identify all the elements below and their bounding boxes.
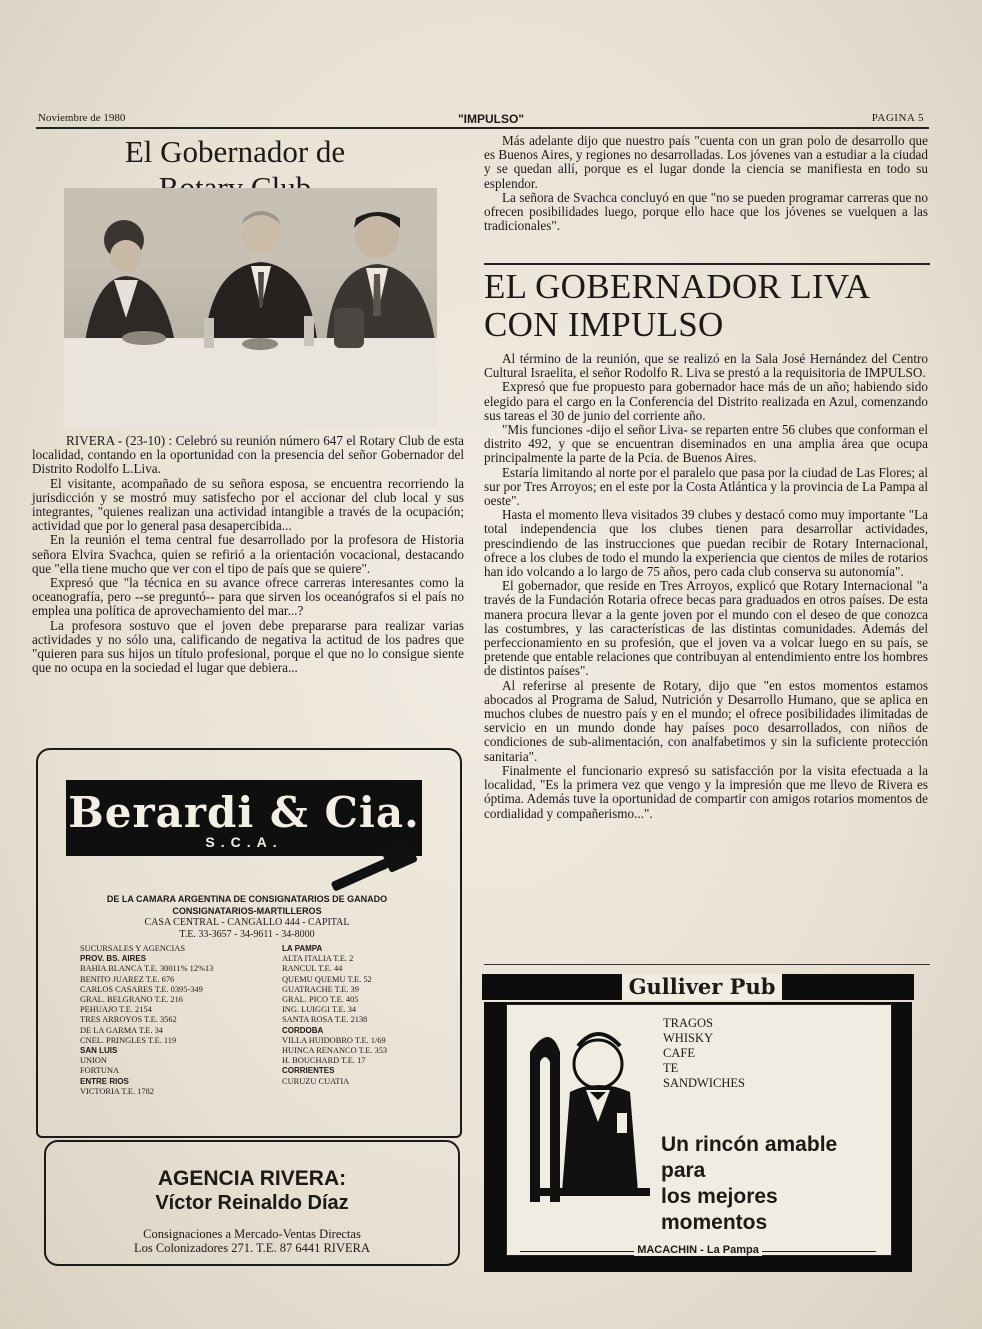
slogan-line: momentos bbox=[661, 1211, 768, 1234]
page-number: PAGINA 5 bbox=[871, 112, 924, 124]
left-paragraph: La profesora sostuvo que el joven debe prepararse para realizar varias actividades y no sólo una, calificando de negativa la actitud de los padres que "quieren para sus hijos un título profesional, porque el que no lo consigue siente que no ocupa en la sociedad el lugar que debiera... bbox=[32, 617, 464, 676]
branch-region: ENTRE RIOS bbox=[80, 1076, 129, 1086]
header-rule bbox=[36, 127, 929, 129]
gulliver-location: MACACHIN - La Pampa bbox=[634, 1244, 762, 1256]
menu-item: TE bbox=[663, 1061, 679, 1075]
branch-entry: RANCUL T.E. 44 bbox=[282, 964, 343, 974]
branch-entry: H. BOUCHARD T.E. 17 bbox=[282, 1056, 366, 1066]
branch-entry: VICTORIA T.E. 1782 bbox=[80, 1086, 154, 1096]
right-paragraph: El gobernador, que reside en Tres Arroyos, explicó que Rotary Internacional "a través de la Fundación Rotaria ofrece becas para graduados en otros países. De esta manera procura llevar a la gente joven por el mundo con el deseo de que conozca las costumbres, y las características de las distintas comunidades. Además del perfeccionamiento en su profesión, que el joven va a volcar luego en su país, se pretende que entable relaciones que contribuyan al entendimiento entre los hombres de distintos países". bbox=[484, 578, 928, 679]
branch-entry: SUCURSALES Y AGENCIAS bbox=[80, 944, 186, 953]
left-paragraph: El visitante, acompañado de su señora esposa, se encuentra recorriendo la jurisdicción y se mostró muy satisfecho por el accionar del club local y sus integrantes, "quienes realizan una actividad intangible a través de la ocupación; actividad que por lo general pasa desapercibida... bbox=[32, 475, 464, 534]
branch-entry: SANTA ROSA T.E. 2138 bbox=[282, 1015, 368, 1025]
branch-region: CORRIENTES bbox=[282, 1066, 335, 1076]
section-rule bbox=[484, 964, 930, 965]
berardi-line: DE LA CAMARA ARGENTINA DE CONSIGNATARIOS DE GANADO bbox=[106, 894, 388, 904]
publication-name: "IMPULSO" bbox=[457, 112, 525, 126]
left-paragraph: Expresó que "la técnica en su avance ofrece carreras interesantes como la oceanografía, pero --se preguntó-- para que sirven los oceanógrafos si el país no emplea una política de aprovechamiento del mar...? bbox=[32, 575, 464, 619]
right-paragraph: Más adelante dijo que nuestro país "cuenta con un gran polo de desarrollo que es Buenos Aires, y regiones no desarrolladas. Los jóvenes van a estudiar a la ciudad y se quedan allí, porque es el lugar donde la ciencia se manifiesta en todo su esplendor. bbox=[484, 133, 928, 191]
right-paragraph: Al término de la reunión, que se realizó en la Sala José Hernández del Centro Cultural Israelita, el señor Rodolfo R. Liva se prestó a la requisitoria de IMPULSO. bbox=[484, 351, 928, 381]
slogan-line: Un rincón amable bbox=[661, 1133, 838, 1156]
berardi-line: CASA CENTRAL - CANGALLO 444 - CAPITAL bbox=[144, 917, 350, 928]
left-paragraph: RIVERA - (23-10) : Celebró su reunión número 647 el Rotary Club de esta localidad, contando en la oportunidad con la presencia del señor Gobernador del Distrito Rodolfo L.Liva. bbox=[32, 433, 464, 477]
branch-entry: HUINCA RENANCO T.E. 353 bbox=[282, 1046, 388, 1056]
right-paragraph: "Mis funciones -dijo el señor Liva- se reparten entre 56 clubes que conforman el distrito 492, y que se encuentran diseminados en una amplia área que ocupa principalmente la parte de la Pcia. de Buenos Aires. bbox=[484, 422, 928, 466]
branches-left bbox=[80, 944, 270, 1097]
gulliver-footer bbox=[506, 1244, 890, 1256]
meeting-photo-graphic bbox=[64, 188, 437, 428]
berardi-info bbox=[36, 893, 458, 941]
branch-entry: BAHIA BLANCA T.E. 30011% 12%13 bbox=[80, 964, 214, 974]
berardi-line: T.E. 33-3657 - 34-9611 - 34-8000 bbox=[179, 929, 315, 940]
waiter-illustration bbox=[520, 1012, 660, 1212]
menu-item: TRAGOS bbox=[663, 1016, 714, 1030]
branch-entry: VILLA HUIDOBRO T.E. 1/69 bbox=[282, 1035, 386, 1045]
section-rule bbox=[484, 263, 930, 265]
agencia-line: Consignaciones a Mercado-Ventas Directas bbox=[143, 1227, 361, 1241]
agencia-ad bbox=[44, 1140, 460, 1266]
gulliver-menu bbox=[663, 1016, 745, 1091]
branch-entry: QUEMU QUEMU T.E. 52 bbox=[282, 974, 372, 984]
branch-entry: FORTUNA bbox=[80, 1066, 120, 1076]
menu-item: WHISKY bbox=[663, 1031, 713, 1045]
menu-item: SANDWICHES bbox=[663, 1076, 745, 1090]
branch-entry: CNEL. PRINGLES T.E. 119 bbox=[80, 1035, 177, 1045]
branch-region: CORDOBA bbox=[282, 1025, 324, 1035]
right-article-body bbox=[484, 352, 928, 821]
berardi-subtitle: S.C.A. bbox=[205, 834, 283, 850]
branch-entry: GUATRACHE T.E. 39 bbox=[282, 984, 359, 994]
branch-entry: CURUZU CUATIA bbox=[282, 1076, 350, 1086]
right-paragraph: Al referirse al presente de Rotary, dijo que "en estos momentos estamos abocados al Programa de Salud, Nutrición y Desarrollo Humano, que se aplica en muchos clubes de nuestro país y en el mundo; el ofrece posibilidades ilimitadas de servicio en un mundo donde hay países poco desarrollados, con niños de condiciones de sub-alimentación, con analfabetimos y sin la suficiente protección sanitaria". bbox=[484, 677, 928, 764]
right-article-title bbox=[484, 268, 930, 344]
branch-entry: TRES ARROYOS T.E. 3562 bbox=[80, 1015, 177, 1025]
branch-entry: ALTA ITALIA T.E. 2 bbox=[282, 954, 354, 964]
branch-entry: GRAL. BELGRANO T.E. 216 bbox=[80, 995, 183, 1005]
berardi-name: Berardi & Cia. bbox=[68, 788, 420, 837]
right-paragraph: Expresó que fue propuesto para gobernador hace más de un año; habiendo sido elegido para el cargo en la Conferencia del Distrito realizada en Azul, comenzando sus tareas el 30 de junio del corriente año. bbox=[484, 379, 928, 423]
branch-entry: CARLOS CASARES T.E. 0395-349 bbox=[80, 984, 203, 994]
slogan-line: los mejores bbox=[661, 1185, 778, 1208]
right-paragraph: Hasta el momento lleva visitados 39 clubes y destacó como muy importante "La total independencia que los clubes tienen para desarrollar actividades, prescindiendo de las instrucciones que puedan recibir de Rotary Internacional, ofrece a los clubes de todo el mundo la experiencia que cientos de miles de rotarios han ido volcando a lo largo de 75 años, pero cada club conserva su autonomía". bbox=[484, 507, 928, 580]
agencia-title: AGENCIA RIVERA: bbox=[157, 1167, 347, 1190]
menu-item: CAFE bbox=[663, 1046, 695, 1060]
right-paragraph: Estaría limitando al norte por el paralelo que pasa por la ciudad de Las Flores; al sur por Tres Arroyos; en el este por la Costa Atlántica y la provincia de La Pampa al oeste". bbox=[484, 464, 928, 509]
branch-entry: UNION bbox=[80, 1056, 107, 1066]
branch-region: PROV. BS. AIRES bbox=[80, 954, 147, 964]
branch-entry: PEHUAJO T.E. 2154 bbox=[80, 1005, 152, 1015]
gavel-icon bbox=[326, 832, 426, 892]
branch-entry: DE LA GARMA T.E. 34 bbox=[80, 1025, 163, 1035]
branches-right bbox=[282, 944, 462, 1087]
left-title-line-1: El Gobernador de bbox=[124, 134, 346, 169]
slogan-line: para bbox=[661, 1159, 706, 1182]
branch-entry: GRAL. PICO T.E. 405 bbox=[282, 995, 359, 1005]
branch-entry: BENITO JUAREZ T.E. 676 bbox=[80, 974, 175, 984]
agencia-name: Víctor Reinaldo Díaz bbox=[155, 1192, 349, 1214]
gulliver-name: Gulliver Pub bbox=[622, 974, 782, 1000]
continued-text bbox=[484, 134, 928, 233]
left-paragraph: En la reunión el tema central fue desarrollado por la profesora de Historia señora Elvira Svachca, quien se refirió a la orientación vocacional, destacando que "ella tiene mucho que ver con el tipo de país que se quiere". bbox=[32, 532, 464, 576]
right-paragraph: La señora de Svachca concluyó en que "no se pueden programar carreras que no ofrecen posibilidades luego, porque ello hace que los jóvenes se vuelquen a las tradicionales". bbox=[484, 189, 928, 234]
berardi-line: CONSIGNATARIOS-MARTILLEROS bbox=[172, 906, 322, 916]
branch-region: SAN LUIS bbox=[80, 1046, 118, 1056]
branch-region: LA PAMPA bbox=[282, 944, 323, 953]
left-article-body bbox=[32, 434, 464, 675]
issue-date: Noviembre de 1980 bbox=[38, 112, 126, 124]
right-title-line-1: EL GOBERNADOR LIVA bbox=[484, 267, 871, 306]
right-title-line-2: CON IMPULSO bbox=[484, 305, 724, 344]
meeting-photo bbox=[64, 188, 437, 428]
agencia-line: Los Colonizadores 271. T.E. 87 6441 RIVERA bbox=[134, 1241, 370, 1255]
branch-entry: ING. LUIGGI T.E. 34 bbox=[282, 1005, 357, 1015]
right-paragraph: Finalmente el funcionario expresó su satisfacción por la visita efectuada a la localidad, "Es la primera vez que vengo y la impresión que me llevo de Rivera es óptima. Además tuve la oportunidad de compartir con amigos rotarios momentos de cordialidad y compañerismo...". bbox=[484, 762, 928, 821]
gulliver-slogan bbox=[661, 1132, 837, 1236]
